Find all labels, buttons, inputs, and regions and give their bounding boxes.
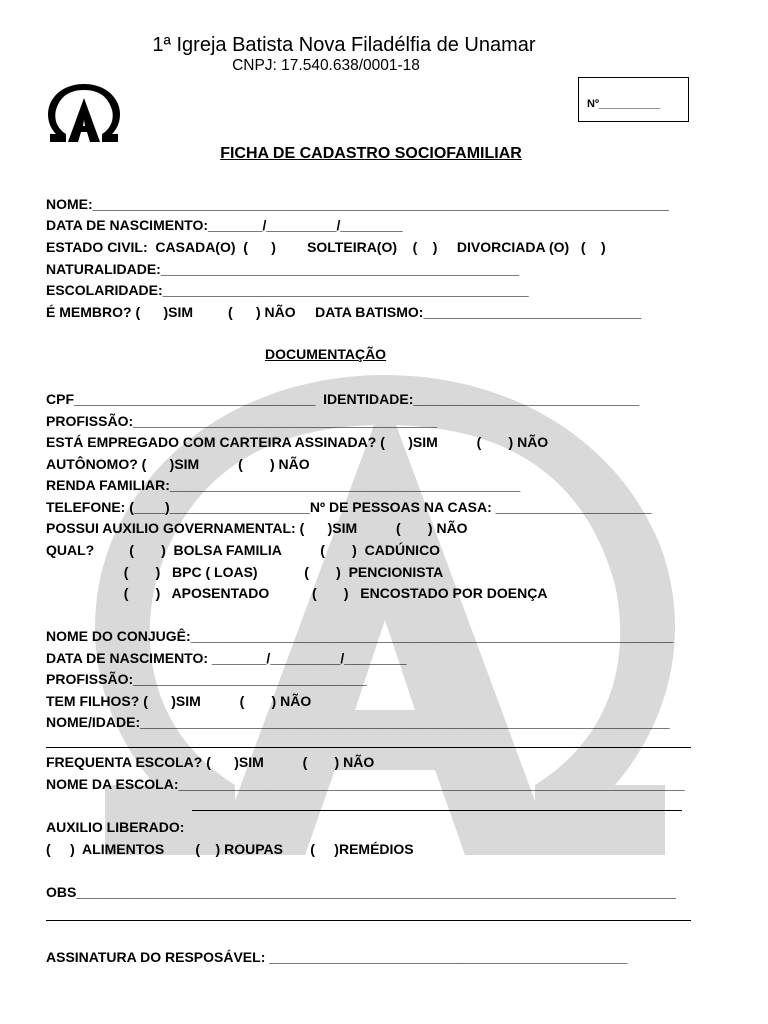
nome-escola-extra-line[interactable] (192, 810, 682, 811)
label-auxilio-liberado: AUXILIO LIBERADO: (46, 819, 185, 835)
field-tem-filhos[interactable]: TEM FILHOS? ( )SIM ( ) NÃO (46, 693, 312, 709)
field-estado-civil[interactable]: ESTADO CIVIL: CASADA(O) ( ) SOLTEIRA(O) ( ) DIVORCIADA (O) ( ) (46, 239, 606, 255)
field-frequenta-escola[interactable]: FREQUENTA ESCOLA? ( )SIM ( ) NÃO (46, 754, 375, 770)
field-auxilio-governamental[interactable]: POSSUI AUXILIO GOVERNAMENTAL: ( )SIM ( ) NÃO (46, 520, 468, 536)
field-naturalidade[interactable]: NATURALIDADE:______________________________________________ (46, 261, 519, 277)
alpha-omega-icon (48, 82, 120, 144)
field-data-nascimento-conjuge[interactable]: DATA DE NASCIMENTO: _______/_________/________ (46, 650, 407, 666)
field-obs[interactable]: OBS_____________________________________________________________________________ (46, 884, 676, 900)
field-renda-familiar[interactable]: RENDA FAMILIAR:_____________________________________________ (46, 477, 521, 493)
field-qual-row-2[interactable]: ( ) BPC ( LOAS) ( ) PENCIONISTA (46, 564, 444, 580)
field-auxilio-opcoes[interactable]: ( ) ALIMENTOS ( ) ROUPAS ( )REMÉDIOS (46, 841, 414, 857)
field-qual-row-1[interactable]: QUAL? ( ) BOLSA FAMILIA ( ) CADÚNICO (46, 542, 441, 558)
field-nome-escola[interactable]: NOME DA ESCOLA:_________________________________________________________________ (46, 776, 685, 792)
number-box[interactable] (578, 77, 689, 122)
form-title: FICHA DE CADASTRO SOCIOFAMILIAR (220, 145, 522, 162)
field-cpf[interactable]: CPF_______________________________ IDENTIDADE:_____________________________ (46, 391, 640, 407)
nome-idade-extra-line[interactable] (46, 747, 691, 748)
field-assinatura[interactable]: ASSINATURA DO RESPOSÁVEL: ______________________________________________ (46, 949, 628, 965)
cnpj: CNPJ: 17.540.638/0001-18 (232, 57, 420, 74)
number-label: Nº__________ (587, 98, 661, 110)
field-autonomo[interactable]: AUTÔNOMO? ( )SIM ( ) NÃO (46, 456, 310, 472)
field-profissao-conjuge[interactable]: PROFISSÃO:______________________________ (46, 671, 367, 687)
field-nome-conjuge[interactable]: NOME DO CONJUGÊ:______________________________________________________________ (46, 628, 674, 644)
field-data-nascimento[interactable]: DATA DE NASCIMENTO:_______/_________/________ (46, 217, 403, 233)
field-carteira-assinada[interactable]: ESTÁ EMPREGADO COM CARTEIRA ASSINADA? ( )SIM ( ) NÃO (46, 434, 549, 450)
church-name: 1ª Igreja Batista Nova Filadélfia de Unamar (152, 34, 536, 56)
field-nome[interactable]: NOME:__________________________________________________________________________ (46, 196, 669, 212)
field-profissao[interactable]: PROFISSÃO:_______________________________________ (46, 413, 437, 429)
field-qual-row-3[interactable]: ( ) APOSENTADO ( ) ENCOSTADO POR DOENÇA (46, 585, 548, 601)
obs-extra-line[interactable] (46, 920, 691, 921)
field-nome-idade[interactable]: NOME/IDADE:____________________________________________________________________ (46, 714, 670, 730)
field-telefone[interactable]: TELEFONE: (____)__________________Nº DE PESSOAS NA CASA: ____________________ (46, 499, 652, 515)
section-documentacao: DOCUMENTAÇÃO (265, 346, 387, 362)
field-membro[interactable]: É MEMBRO? ( )SIM ( ) NÃO DATA BATISMO:____________________________ (46, 304, 642, 320)
field-escolaridade[interactable]: ESCOLARIDADE:_______________________________________________ (46, 282, 529, 298)
